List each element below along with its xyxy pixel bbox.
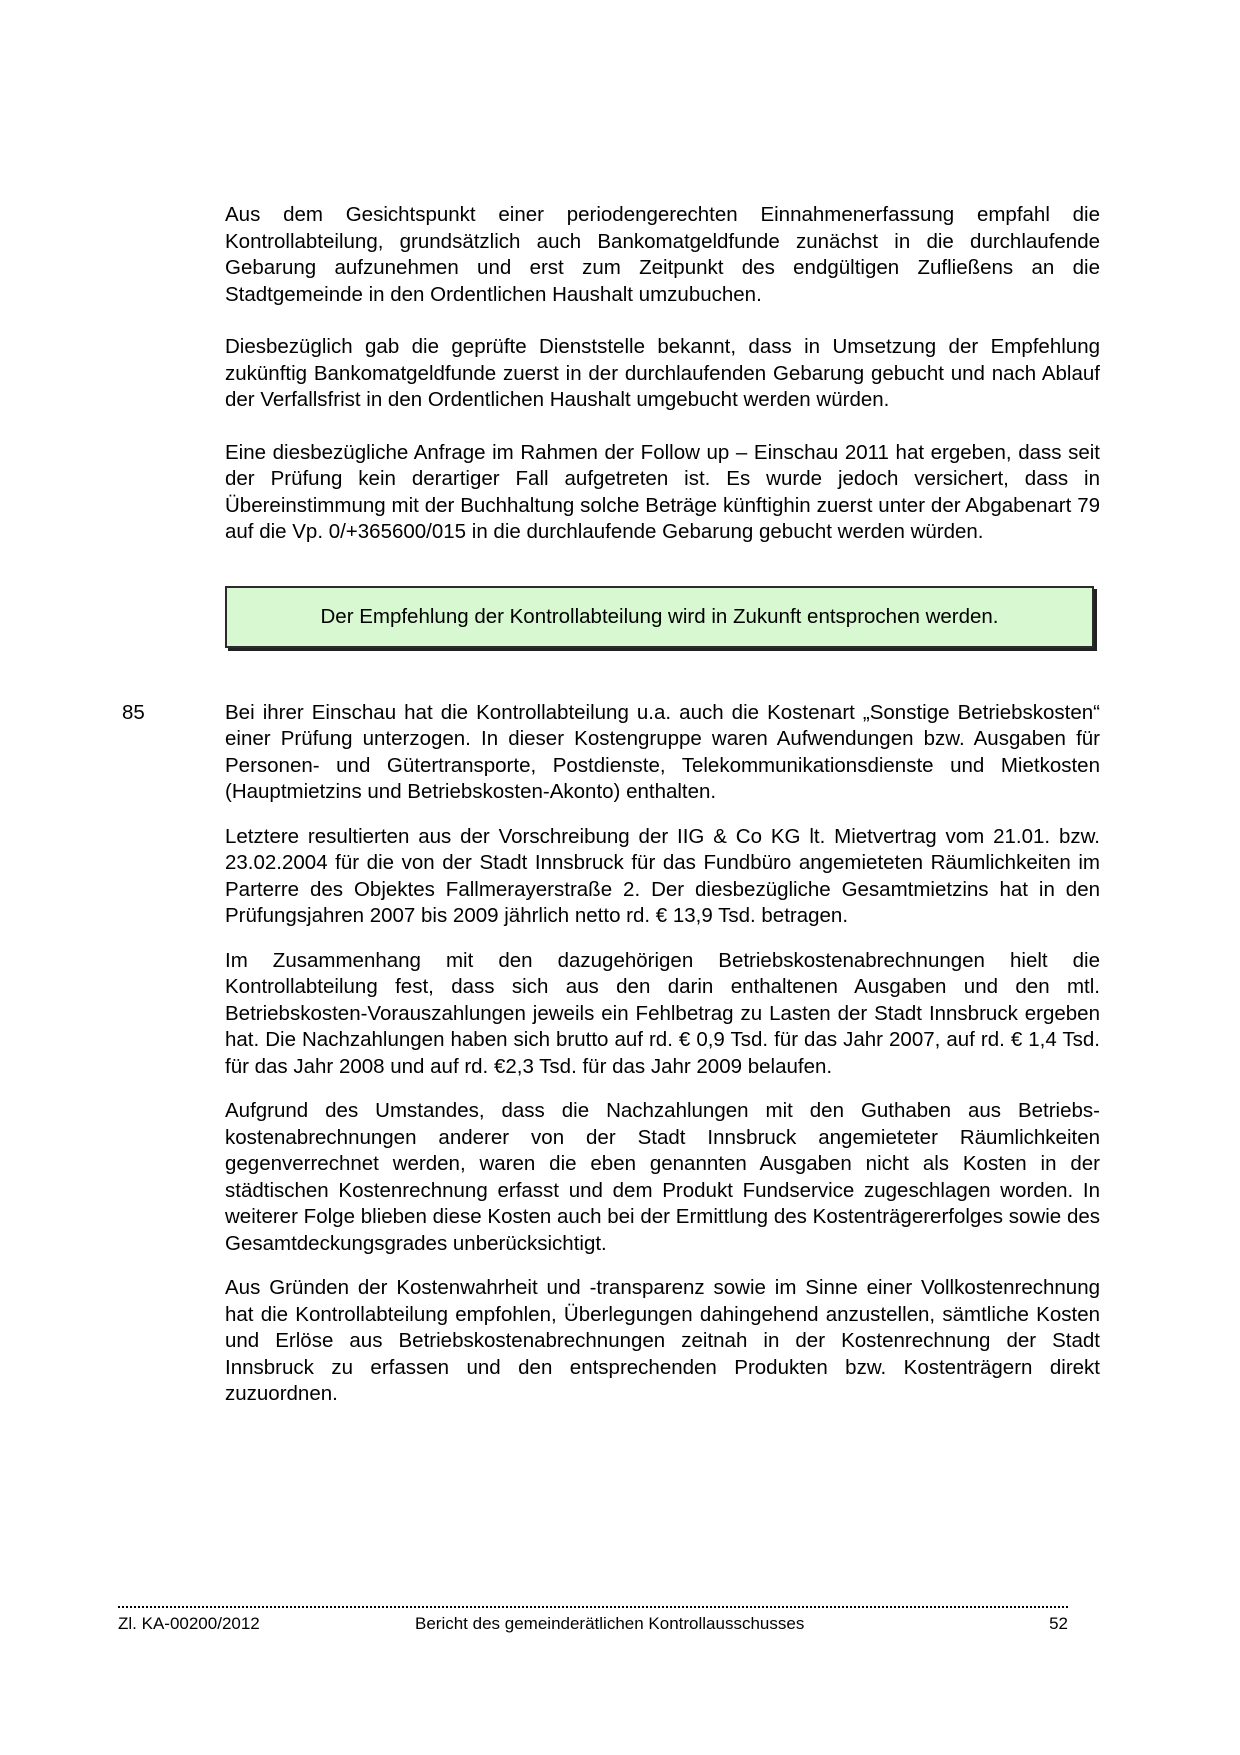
paragraph-dienststelle-response: Diesbezüglich gab die geprüfte Dienststelle bekannt, dass in Umsetzung der Empfehlung zukünftig Bankomatgeldfunde zuerst in der durchlaufenden Gebarung gebucht und nach Ablauf der Verfallsfrist in den Ordentlichen Haushalt umgebucht werden würden.	[225, 335, 1100, 411]
footer-reference: Zl. KA-00200/2012	[118, 1614, 260, 1633]
section-85	[122, 700, 1100, 1408]
footer-divider	[118, 1600, 1068, 1608]
section-paragraph: Letztere resultierten aus der Vorschreibung der IIG & Co KG lt. Mietvertrag vom 21.01. bzw. 23.02.2004 für die von der Stadt Innsbruck für das Fundbüro angemieteten Räumlichkeiten im Parterre des Objektes Fallmerayerstraße 2. Der diesbezügliche Gesamtmietzins hat in den Prüfungsjahren 2007 bis 2009 jährlich netto rd. € 13,9 Tsd. betragen.	[225, 824, 1100, 927]
recommendation-box	[225, 586, 1094, 648]
footer-page-number: 52	[1049, 1614, 1068, 1633]
section-number: 85	[122, 700, 145, 724]
section-paragraph: Im Zusammenhang mit den dazugehörigen Betriebskostenabrechnungen hielt die Kontrollabteilung fest, dass sich aus den darin enthaltenen Ausgaben und den mtl. Betriebskosten-Vorauszahlungen jeweils ein Fehlbetrag zu Lasten der Stadt Innsbruck ergeben hat. Die Nachzahlungen haben sich brutto auf rd. € 0,9 Tsd. für das Jahr 2007, auf rd. € 1,4 Tsd. für das Jahr 2008 und auf rd. €2,3 Tsd. für das Jahr 2009 belaufen.	[225, 948, 1100, 1078]
section-paragraph: Bei ihrer Einschau hat die Kontrollabteilung u.a. auch die Kostenart „Sonstige Betriebskosten“ einer Prüfung unterzogen. In dieser Kostengruppe waren Aufwendungen bzw. Ausgaben für Personen- und Gütertransporte, Postdienste, Telekommunikationsdienste und Mietkosten (Hauptmietzins und Betriebskosten-Akonto) enthalten.	[225, 700, 1100, 803]
recommendation-text: Der Empfehlung der Kontrollabteilung wird in Zukunft entsprochen werden.	[320, 604, 999, 628]
footer-title: Bericht des gemeinderätlichen Kontrollausschusses	[415, 1614, 805, 1633]
section-paragraph: Aus Gründen der Kostenwahrheit und -transparenz sowie im Sinne einer Vollkostenrechnung hat die Kontrollabteilung empfohlen, Überlegungen dahingehend anzustellen, sämtliche Kosten und Erlöse aus Betriebskostenabrechnungen zeitnah in der Kostenrechnung der Stadt Innsbruck zu erfassen und den entsprechenden Produkten bzw. Kostenträgern direkt zuzuordnen.	[225, 1276, 1100, 1405]
page-content	[122, 202, 1100, 1408]
section-paragraph: Aufgrund des Umstandes, dass die Nachzahlungen mit den Guthaben aus Betriebskostenabrechnungen anderer von der Stadt Innsbruck angemieteter Räumlichkeiten gegenverrechnet werden, waren die eben genannten Ausgaben nicht als Kosten in der städtischen Kostenrechnung erfasst und dem Produkt Fundservice zugeschlagen worden. In weiterer Folge blieben diese Kosten auch bei der Ermittlung des Kostenträgererfolges sowie des Gesamtdeckungsgrades unberücksichtigt.	[225, 1099, 1100, 1255]
page-footer	[118, 1600, 1068, 1636]
paragraph-periodengerecht: Aus dem Gesichtspunkt einer periodengerechten Einnahmenerfassung empfahl die Kontrollabteilung, grundsätzlich auch Bankomatgeldfunde zunächst in die durchlaufende Gebarung aufzunehmen und erst zum Zeitpunkt des endgültigen Zufließens an die Stadtgemeinde in den Ordentlichen Haushalt umzubuchen.	[225, 203, 1100, 306]
paragraph-follow-up: Eine diesbezügliche Anfrage im Rahmen der Follow up – Einschau 2011 hat ergeben, dass seit der Prüfung kein derartiger Fall aufgetreten ist. Es wurde jedoch versichert, dass in Übereinstimmung mit der Buchhaltung solche Beträge künftighin zuerst unter der Abgabenart 79 auf die Vp. 0/+365600/015 in die durchlaufende Gebarung gebucht werden würden.	[225, 440, 1100, 543]
